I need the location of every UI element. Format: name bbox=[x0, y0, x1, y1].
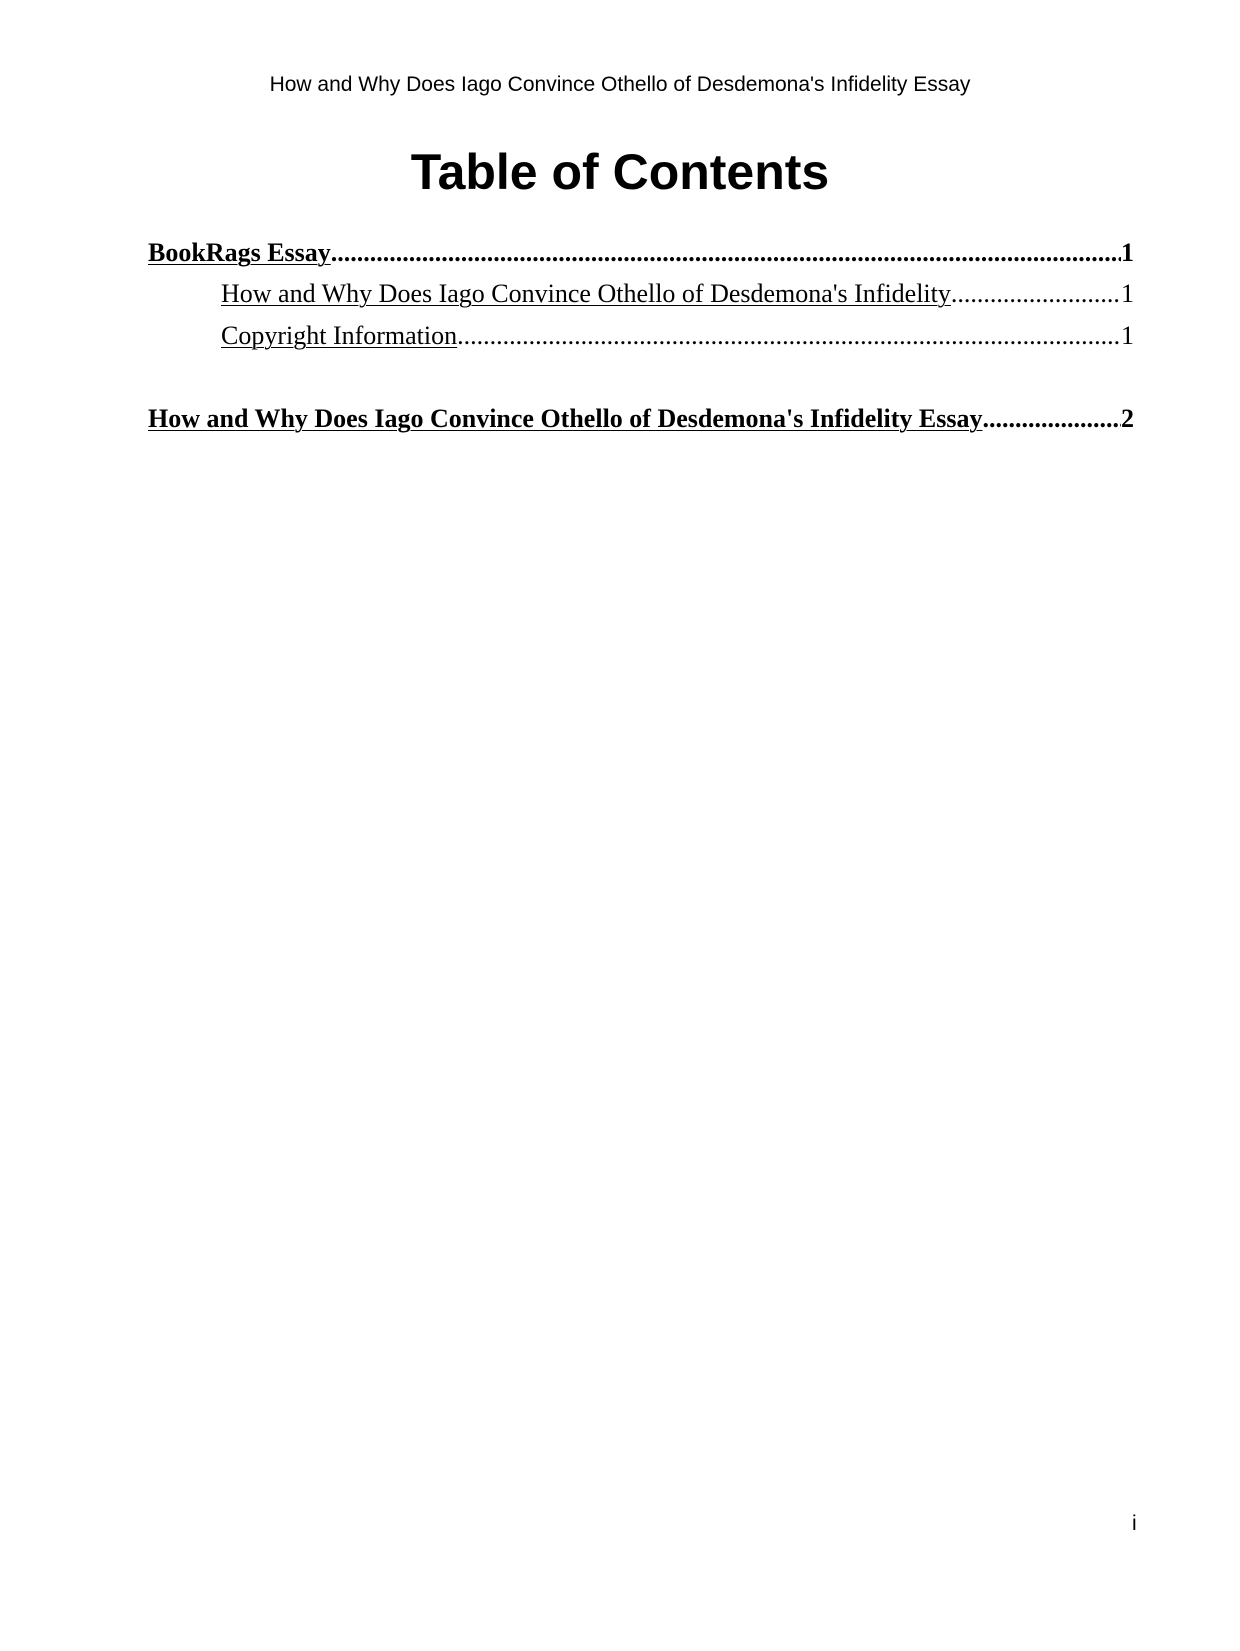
toc-entry-iago-infidelity-essay[interactable] bbox=[148, 402, 1134, 436]
dot-leader bbox=[331, 236, 1121, 270]
page-number: i bbox=[1132, 1512, 1137, 1535]
toc-entry-bookrags-essay[interactable] bbox=[148, 236, 1134, 270]
toc-entry-iago-infidelity[interactable] bbox=[221, 277, 1134, 311]
toc-link[interactable]: How and Why Does Iago Convince Othello of Desdemona's Infidelity Essay bbox=[148, 404, 983, 433]
toc-page-number: 1 bbox=[1121, 321, 1134, 350]
dot-leader bbox=[951, 277, 1121, 311]
toc-link[interactable]: BookRags Essay bbox=[148, 238, 331, 267]
dot-leader bbox=[983, 402, 1122, 436]
toc-link[interactable]: How and Why Does Iago Convince Othello of Desdemona's Infidelity bbox=[221, 279, 951, 308]
running-header: How and Why Does Iago Convince Othello of Desdemona's Infidelity Essay bbox=[269, 73, 971, 96]
toc-entry-copyright-information[interactable] bbox=[221, 319, 1134, 353]
dot-leader bbox=[457, 319, 1121, 353]
toc-page-number: 2 bbox=[1121, 404, 1134, 433]
toc-page-number: 1 bbox=[1121, 279, 1134, 308]
page-title: Table of Contents bbox=[410, 144, 830, 200]
toc-link[interactable]: Copyright Information bbox=[221, 321, 458, 350]
toc-page-number: 1 bbox=[1121, 238, 1134, 267]
